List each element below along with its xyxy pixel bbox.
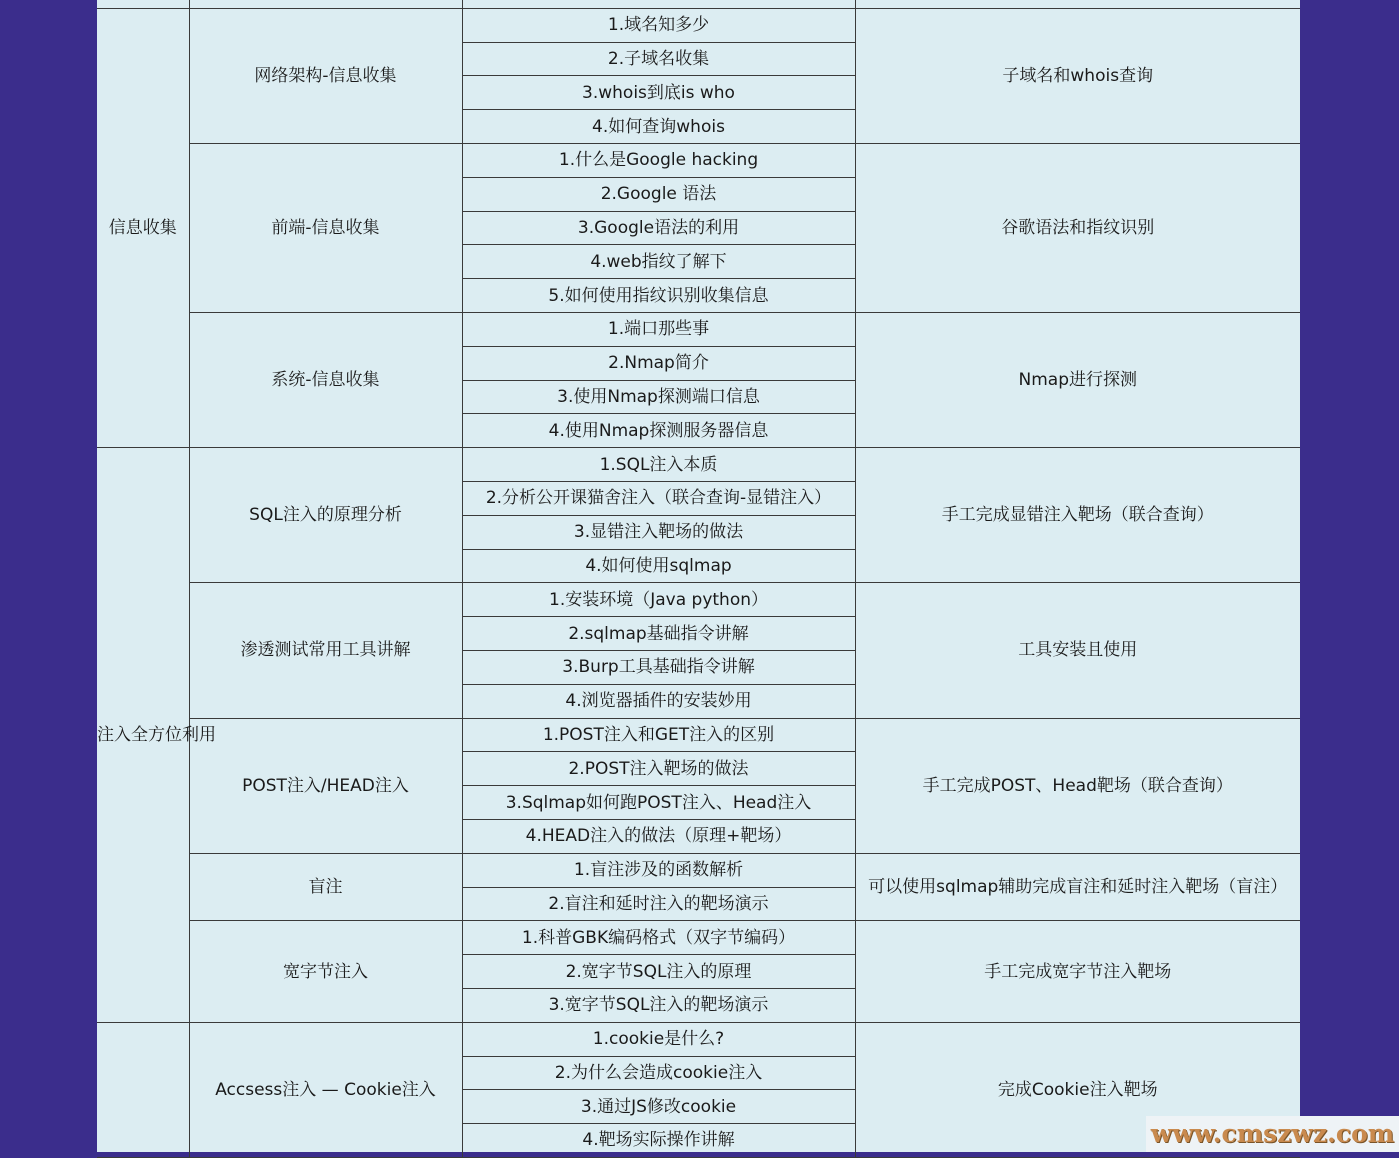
goal-cell: 谷歌语法和指纹识别	[855, 143, 1300, 312]
table-row	[97, 1022, 1300, 1056]
module-cell: 渗透测试常用工具讲解	[189, 583, 462, 718]
category-cell: 信息收集	[97, 8, 189, 447]
course-outline-table	[97, 0, 1300, 1158]
subtopic-cell: 1.cookie是什么?	[462, 1022, 855, 1056]
category-cell	[97, 1022, 189, 1157]
subtopic-cell: 1.域名知多少	[462, 8, 855, 42]
category-cell	[97, 0, 189, 8]
subtopic-cell: 3.Burp工具基础指令讲解	[462, 650, 855, 684]
subtopic-cell: 4.HEAD注入的做法（原理+靶场）	[462, 819, 855, 853]
goal-cell	[855, 0, 1300, 8]
subtopic-cell: 3.宽字节SQL注入的靶场演示	[462, 988, 855, 1022]
subtopic-cell: 2.POST注入靶场的做法	[462, 752, 855, 786]
subtopic-cell: 4.浏览器插件的安装妙用	[462, 684, 855, 718]
module-cell: Accsess注入 — Cookie注入	[189, 1022, 462, 1157]
table-row	[97, 583, 1300, 617]
table-row	[97, 921, 1300, 955]
subtopic-cell: 2.子域名收集	[462, 42, 855, 76]
subtopic-cell: 1.科普GBK编码格式（双字节编码）	[462, 921, 855, 955]
module-cell: POST注入/HEAD注入	[189, 718, 462, 853]
goal-cell: 工具安装且使用	[855, 583, 1300, 718]
goal-cell: 子域名和whois查询	[855, 8, 1300, 143]
goal-cell: Nmap进行探测	[855, 312, 1300, 447]
table-row	[97, 853, 1300, 887]
subtopic-cell: 4.如何使用sqlmap	[462, 549, 855, 583]
subtopic-cell: 1.端口那些事	[462, 312, 855, 346]
subtopic-cell: 1.什么是Google hacking	[462, 143, 855, 177]
table-row	[97, 143, 1300, 177]
goal-cell: 可以使用sqlmap辅助完成盲注和延时注入靶场（盲注）	[855, 853, 1300, 921]
subtopic-cell: 1.SQL注入本质	[462, 448, 855, 482]
subtopic-cell: 1.安装环境（Java python）	[462, 583, 855, 617]
table-row	[97, 312, 1300, 346]
module-cell: 前端-信息收集	[189, 143, 462, 312]
subtopic-cell: 5.如何使用指纹识别收集信息	[462, 279, 855, 313]
goal-cell: 手工完成POST、Head靶场（联合查询）	[855, 718, 1300, 853]
module-cell: SQL注入的原理分析	[189, 448, 462, 583]
subtopic-cell: 4.使用Nmap探测服务器信息	[462, 414, 855, 448]
category-cell: 注入全方位利用	[97, 448, 189, 1023]
course-table-sheet	[97, 0, 1300, 1152]
module-cell: 系统-信息收集	[189, 312, 462, 447]
subtopic-cell: 3.Sqlmap如何跑POST注入、Head注入	[462, 786, 855, 820]
subtopic-cell: 2.Google 语法	[462, 177, 855, 211]
subtopic-cell: 4.web指纹了解下	[462, 245, 855, 279]
subtopic-cell: 3.使用Nmap探测端口信息	[462, 380, 855, 414]
subtopic-cell: 4.如何查询whois	[462, 110, 855, 144]
table-row	[97, 718, 1300, 752]
module-cell	[189, 0, 462, 8]
subtopic-cell: 3.通过JS修改cookie	[462, 1090, 855, 1124]
goal-cell: 完成Cookie注入靶场	[855, 1022, 1300, 1157]
module-cell: 宽字节注入	[189, 921, 462, 1022]
subtopic-cell: 1.POST注入和GET注入的区别	[462, 718, 855, 752]
subtopic-cell: 2.盲注和延时注入的靶场演示	[462, 887, 855, 921]
subtopic-cell: 2.sqlmap基础指令讲解	[462, 617, 855, 651]
subtopic-cell: 3.whois到底is who	[462, 76, 855, 110]
module-cell: 网络架构-信息收集	[189, 8, 462, 143]
subtopic-cell: 3.显错注入靶场的做法	[462, 515, 855, 549]
subtopic-cell: 2.Nmap简介	[462, 346, 855, 380]
subtopic-cell: 1.盲注涉及的函数解析	[462, 853, 855, 887]
site-watermark: www.cmszwz.com	[1146, 1116, 1399, 1152]
subtopic-cell	[462, 0, 855, 8]
subtopic-cell: 2.宽字节SQL注入的原理	[462, 955, 855, 989]
subtopic-cell: 3.Google语法的利用	[462, 211, 855, 245]
subtopic-cell: 2.分析公开课猫舍注入（联合查询-显错注入）	[462, 481, 855, 515]
subtopic-cell: 2.为什么会造成cookie注入	[462, 1056, 855, 1090]
goal-cell: 手工完成宽字节注入靶场	[855, 921, 1300, 1022]
table-row	[97, 8, 1300, 42]
table-row	[97, 448, 1300, 482]
goal-cell: 手工完成显错注入靶场（联合查询）	[855, 448, 1300, 583]
module-cell: 盲注	[189, 853, 462, 921]
subtopic-cell: 4.靶场实际操作讲解	[462, 1124, 855, 1158]
